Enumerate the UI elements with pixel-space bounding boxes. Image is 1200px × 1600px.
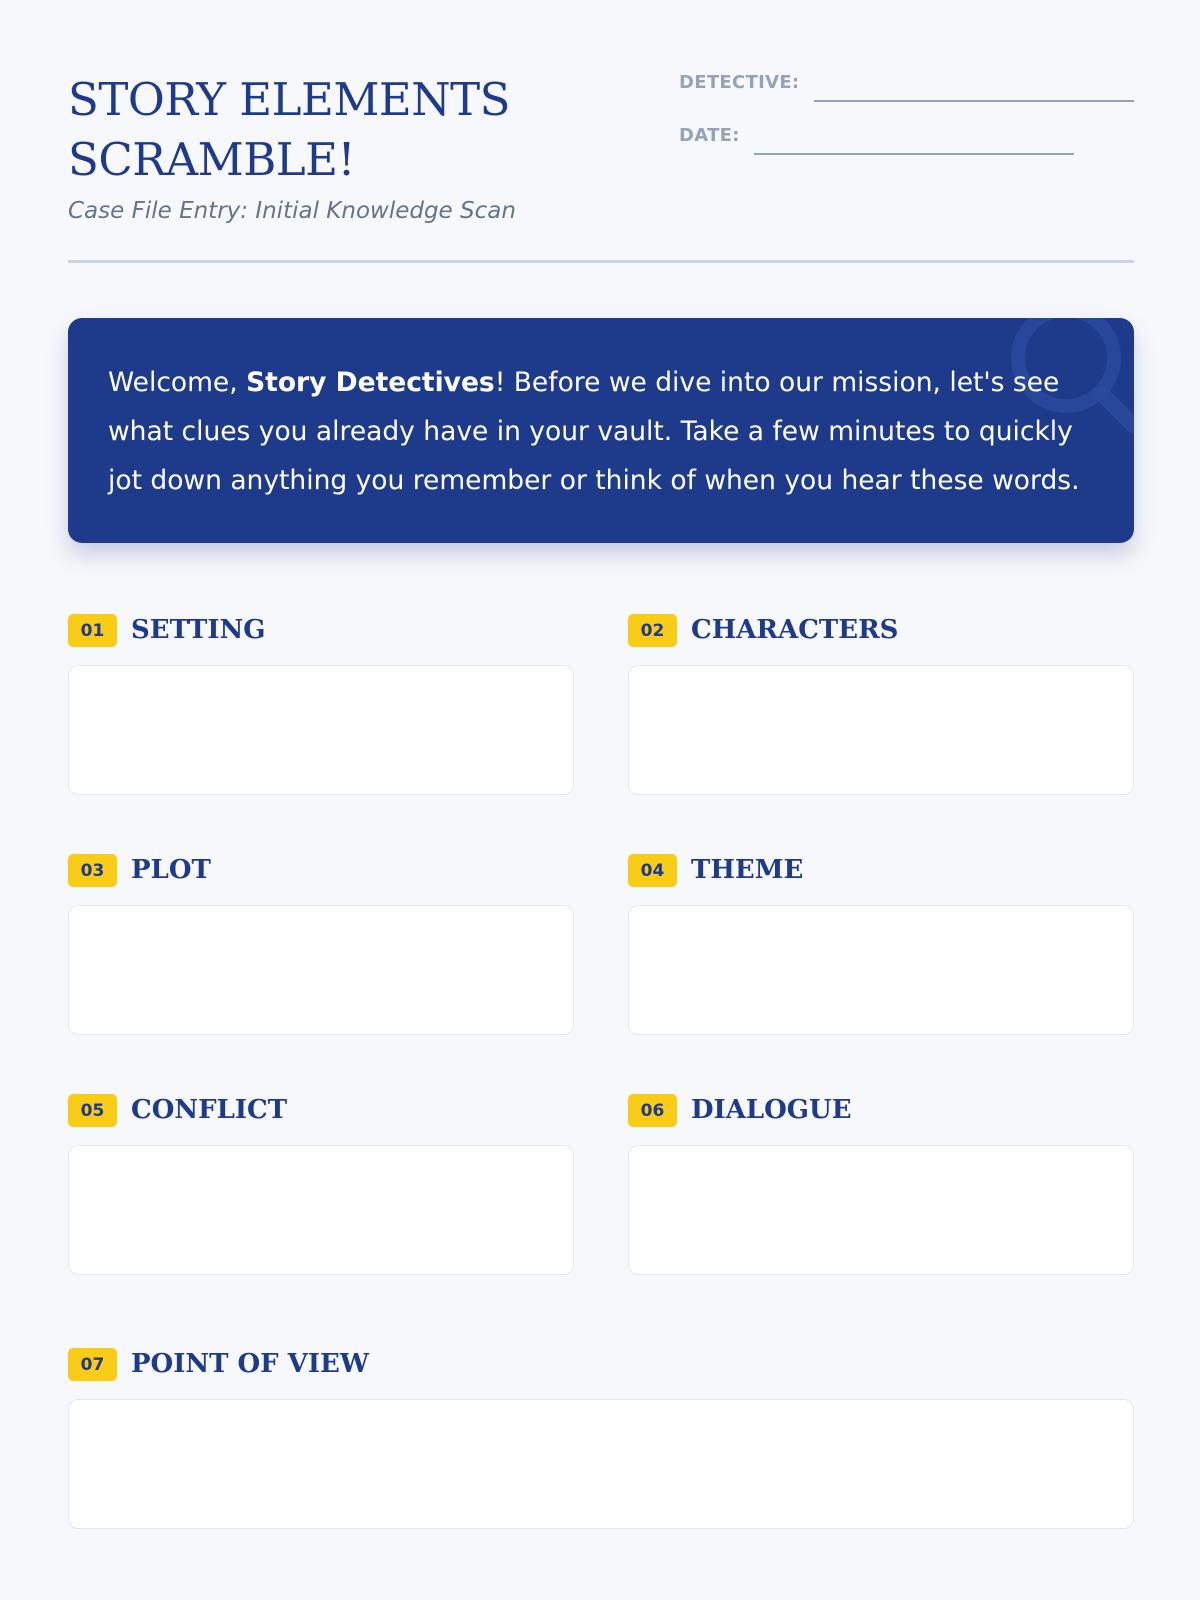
theme-answer-box[interactable]	[628, 905, 1134, 1035]
setting-answer-box[interactable]	[68, 665, 574, 795]
section-conflict	[68, 1094, 574, 1277]
section-number-badge: 05	[68, 1094, 117, 1127]
section-label: CHARACTERS	[691, 615, 899, 645]
section-label: SETTING	[131, 615, 266, 645]
section-characters	[628, 614, 1134, 797]
date-line[interactable]	[754, 153, 1074, 155]
conflict-answer-box[interactable]	[68, 1145, 574, 1275]
section-setting	[68, 614, 574, 797]
section-dialogue	[628, 1094, 1134, 1277]
date-label: DATE:	[679, 125, 740, 146]
header-divider	[68, 260, 1134, 263]
section-label: DIALOGUE	[691, 1095, 852, 1125]
page-title: STORY ELEMENTS SCRAMBLE!	[68, 73, 510, 186]
section-label: POINT OF VIEW	[131, 1349, 370, 1379]
intro-text	[108, 358, 1108, 505]
intro-body: ! Before we dive into our mission, let's see what clues you already have in your vault. Take a few minutes to quickly jot down anything you remember or think of when you hear these words.	[108, 367, 1080, 496]
characters-answer-box[interactable]	[628, 665, 1134, 795]
section-plot	[68, 854, 574, 1037]
point-of-view-answer-box[interactable]	[68, 1399, 1134, 1529]
detective-label: DETECTIVE:	[679, 72, 800, 93]
section-number-badge: 04	[628, 854, 677, 887]
plot-answer-box[interactable]	[68, 905, 574, 1035]
section-number-badge: 02	[628, 614, 677, 647]
section-theme	[628, 854, 1134, 1037]
detective-field	[679, 72, 1134, 102]
section-number-badge: 07	[68, 1348, 117, 1381]
dialogue-answer-box[interactable]	[628, 1145, 1134, 1275]
section-number-badge: 03	[68, 854, 117, 887]
section-point-of-view	[68, 1348, 1134, 1531]
section-label: THEME	[691, 855, 804, 885]
section-label: PLOT	[131, 855, 211, 885]
intro-greeting: Welcome,	[108, 367, 247, 398]
section-number-badge: 01	[68, 614, 117, 647]
section-number-badge: 06	[628, 1094, 677, 1127]
worksheet-page	[68, 0, 1134, 1600]
section-label: CONFLICT	[131, 1095, 288, 1125]
intro-emphasis: Story Detectives	[246, 367, 495, 398]
date-field	[679, 125, 1074, 155]
page-subtitle: Case File Entry: Initial Knowledge Scan	[68, 198, 516, 224]
detective-name-line[interactable]	[814, 100, 1134, 102]
intro-panel	[68, 318, 1134, 543]
worksheet-header	[68, 0, 1134, 263]
